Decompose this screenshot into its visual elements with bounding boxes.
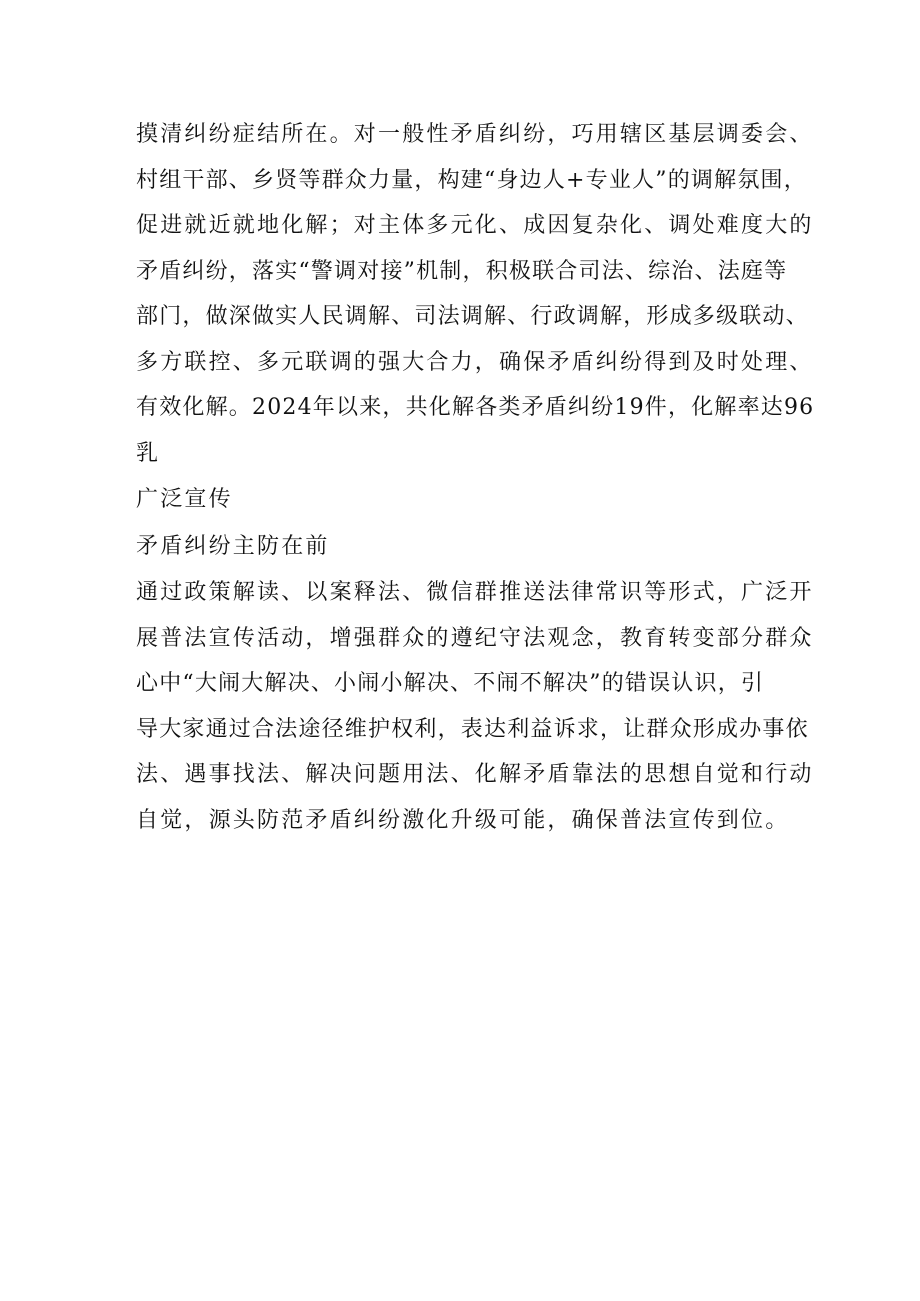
section-subheading: 矛盾纠纷主防在前 xyxy=(136,534,330,559)
paragraph-line: 多方联控、多元联调的强大合力，确保矛盾纠纷得到及时处理、 xyxy=(136,349,814,375)
paragraph-line: 乳 xyxy=(136,440,161,466)
document-body xyxy=(136,112,815,843)
paragraph-line: 促进就近就地化解；对主体多元化、成因复杂化、调处难度大的 xyxy=(136,213,814,238)
paragraph-line: 摸清纠纷症结所在。对一般性矛盾纠纷，巧用辖区基层调委会、 xyxy=(136,122,814,147)
paragraph-line: 有效化解。2024年以来，共化解各类矛盾纠纷19件，化解率达96 xyxy=(136,395,815,420)
paragraph-publicity xyxy=(136,570,814,843)
paragraph-line: 展普法宣传活动，增强群众的遵纪守法观念，教育转变部分群众 xyxy=(136,625,814,651)
paragraph-line: 法、遇事找法、解决问题用法、化解矛盾靠法的思想自觉和行动 xyxy=(136,762,814,787)
paragraph-line: 心中“大闹大解决、小闹小解决、不闹不解决”的错误认识，引 xyxy=(136,671,765,696)
section-heading: 广泛宣传 xyxy=(136,487,233,512)
paragraph-line: 自觉，源头防范矛盾纠纷激化升级可能，确保普法宣传到位。 xyxy=(136,807,790,833)
paragraph-line: 村组干部、乡贤等群众力量，构建“身边人+专业人”的调解氛围， xyxy=(136,167,807,193)
paragraph-line: 导大家通过合法途径维护权利，表达利益诉求，让群众形成办事依 xyxy=(136,716,809,742)
paragraph-line: 部门，做深做实人民调解、司法调解、行政调解，形成多级联动、 xyxy=(136,304,809,329)
paragraph-mediation xyxy=(136,112,815,476)
paragraph-line: 通过政策解读、以案释法、微信群推送法律常识等形式，广泛开 xyxy=(136,580,814,605)
paragraph-line: 矛盾纠纷，落实“警调对接”机制，积极联合司法、综治、法庭等 xyxy=(136,258,788,284)
